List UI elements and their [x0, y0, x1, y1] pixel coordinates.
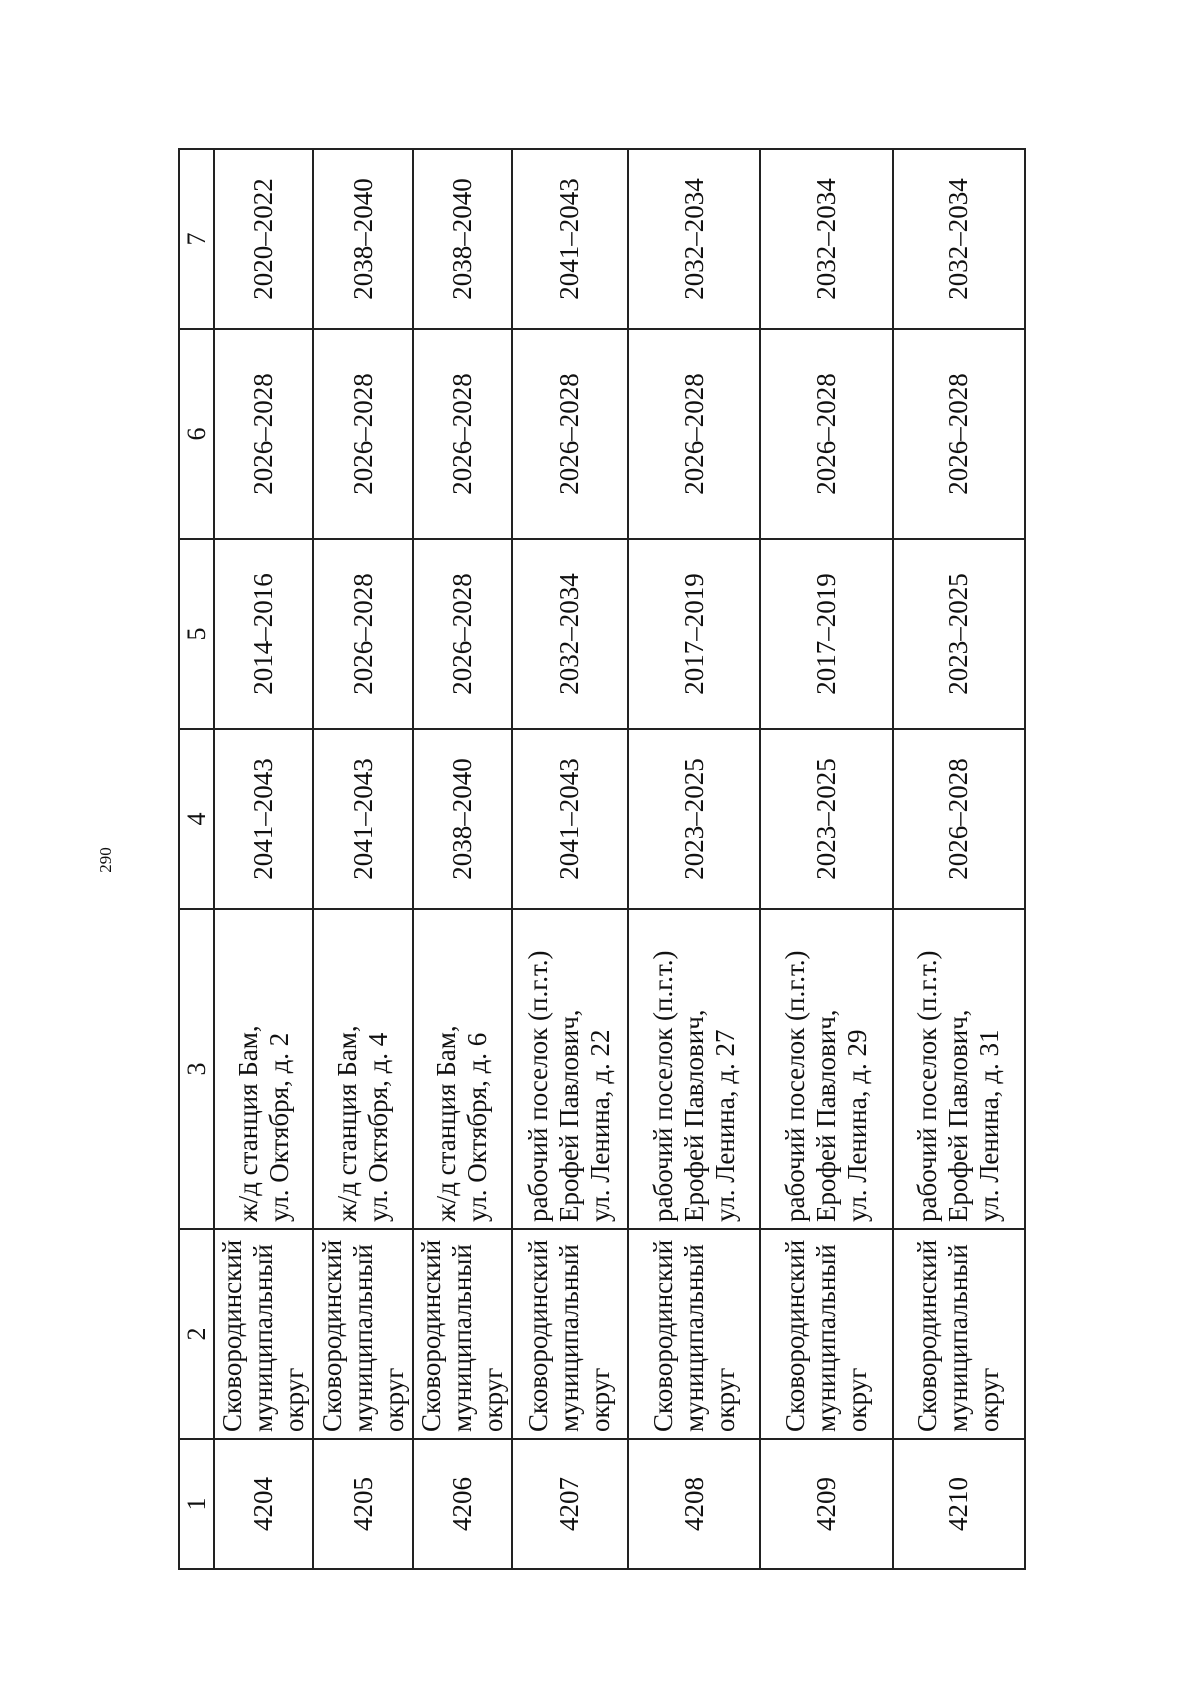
cell-address: [893, 909, 1025, 1229]
cell-period-5: 2014–2016: [214, 539, 313, 729]
cell-period-6: 2026–2028: [413, 329, 512, 539]
cell-period-5: 2026–2028: [413, 539, 512, 729]
header-cell: 2: [179, 1229, 214, 1439]
cell-district: [313, 1229, 412, 1439]
cell-period-6: 2026–2028: [512, 329, 628, 539]
cell-district: [760, 1229, 892, 1439]
cell-district-line: муниципальный: [446, 1244, 477, 1432]
table-row: [512, 149, 628, 1569]
cell-address-line: ж/д станция Бам,: [232, 1025, 263, 1222]
cell-period-6: 2026–2028: [760, 329, 892, 539]
cell-address-line: ул. Ленина, д. 29: [841, 1029, 872, 1222]
cell-period-7: 2032–2034: [760, 149, 892, 329]
cell-district-line: Сковородинский: [647, 1239, 678, 1432]
cell-period-5: 2026–2028: [313, 539, 412, 729]
data-table: [178, 148, 1026, 1570]
cell-district-line: Сковородинский: [779, 1239, 810, 1432]
cell-district-line: муниципальный: [678, 1244, 709, 1432]
cell-district-line: округ: [378, 1367, 409, 1432]
cell-district-line: округ: [709, 1367, 740, 1432]
cell-district-line: округ: [841, 1367, 872, 1432]
cell-address: [628, 909, 760, 1229]
cell-address: [512, 909, 628, 1229]
table-row: [760, 149, 892, 1569]
cell-period-7: 2032–2034: [893, 149, 1025, 329]
cell-period-7: 2038–2040: [313, 149, 412, 329]
cell-number: 4206: [413, 1439, 512, 1569]
cell-district: [214, 1229, 313, 1439]
cell-address-line: рабочий поселок (п.г.т.): [779, 950, 810, 1222]
cell-period-4: 2038–2040: [413, 729, 512, 909]
table-row: [628, 149, 760, 1569]
header-cell: 4: [179, 729, 214, 909]
cell-period-4: 2041–2043: [214, 729, 313, 909]
cell-district-line: Сковородинский: [523, 1239, 554, 1432]
cell-number: 4209: [760, 1439, 892, 1569]
cell-period-4: 2023–2025: [628, 729, 760, 909]
table-header-row: [179, 149, 214, 1569]
cell-period-7: 2032–2034: [628, 149, 760, 329]
cell-district-line: муниципальный: [347, 1244, 378, 1432]
cell-period-6: 2026–2028: [313, 329, 412, 539]
cell-address-line: ул. Ленина, д. 27: [709, 1029, 740, 1222]
page-number: 290: [96, 847, 115, 873]
cell-address: [413, 909, 512, 1229]
cell-district: [893, 1229, 1025, 1439]
cell-period-6: 2026–2028: [628, 329, 760, 539]
cell-address-line: рабочий поселок (п.г.т.): [523, 950, 554, 1222]
cell-address-line: Ерофей Павлович,: [678, 1009, 709, 1222]
cell-period-7: 2020–2022: [214, 149, 313, 329]
cell-address-line: Ерофей Павлович,: [554, 1009, 585, 1222]
cell-district: [413, 1229, 512, 1439]
header-cell: 1: [179, 1439, 214, 1569]
cell-district-line: округ: [279, 1367, 310, 1432]
cell-district-line: Сковородинский: [912, 1239, 943, 1432]
header-cell: 6: [179, 329, 214, 539]
cell-district-line: муниципальный: [554, 1244, 585, 1432]
cell-district-line: муниципальный: [810, 1244, 841, 1432]
cell-period-5: 2017–2019: [760, 539, 892, 729]
cell-period-7: 2041–2043: [512, 149, 628, 329]
cell-number: 4204: [214, 1439, 313, 1569]
cell-number: 4210: [893, 1439, 1025, 1569]
cell-address: [760, 909, 892, 1229]
cell-address-line: ул. Октября, д. 4: [363, 1032, 394, 1222]
cell-period-5: 2023–2025: [893, 539, 1025, 729]
cell-number: 4205: [313, 1439, 412, 1569]
cell-district-line: муниципальный: [248, 1244, 279, 1432]
cell-address-line: рабочий поселок (п.г.т.): [912, 950, 943, 1222]
cell-address-line: ж/д станция Бам,: [332, 1025, 363, 1222]
cell-period-7: 2038–2040: [413, 149, 512, 329]
cell-district-line: округ: [974, 1367, 1005, 1432]
table-row: [313, 149, 412, 1569]
header-cell: 7: [179, 149, 214, 329]
cell-number: 4208: [628, 1439, 760, 1569]
cell-address-line: ул. Ленина, д. 22: [585, 1029, 616, 1222]
cell-period-4: 2023–2025: [760, 729, 892, 909]
cell-period-4: 2041–2043: [313, 729, 412, 909]
table-row: [214, 149, 313, 1569]
cell-period-6: 2026–2028: [214, 329, 313, 539]
cell-period-4: 2026–2028: [893, 729, 1025, 909]
cell-period-6: 2026–2028: [893, 329, 1025, 539]
cell-address-line: Ерофей Павлович,: [810, 1009, 841, 1222]
cell-period-5: 2032–2034: [512, 539, 628, 729]
header-cell: 3: [179, 909, 214, 1229]
cell-number: 4207: [512, 1439, 628, 1569]
cell-address-line: ул. Октября, д. 6: [462, 1032, 493, 1222]
cell-district-line: муниципальный: [943, 1244, 974, 1432]
cell-address-line: ж/д станция Бам,: [431, 1025, 462, 1222]
cell-address-line: рабочий поселок (п.г.т.): [647, 950, 678, 1222]
cell-address-line: ул. Октября, д. 2: [263, 1032, 294, 1222]
cell-district-line: Сковородинский: [316, 1239, 347, 1432]
header-cell: 5: [179, 539, 214, 729]
cell-address-line: Ерофей Павлович,: [943, 1009, 974, 1222]
table-row: [413, 149, 512, 1569]
cell-district-line: округ: [585, 1367, 616, 1432]
table-rotated-container: [178, 150, 1026, 1570]
cell-address: [313, 909, 412, 1229]
cell-address-line: ул. Ленина, д. 31: [974, 1029, 1005, 1222]
cell-district-line: округ: [477, 1367, 508, 1432]
cell-district: [512, 1229, 628, 1439]
table-row: [893, 149, 1025, 1569]
cell-district: [628, 1229, 760, 1439]
cell-address: [214, 909, 313, 1229]
cell-period-5: 2017–2019: [628, 539, 760, 729]
cell-district-line: Сковородинский: [415, 1239, 446, 1432]
cell-district-line: Сковородинский: [217, 1239, 248, 1432]
cell-period-4: 2041–2043: [512, 729, 628, 909]
